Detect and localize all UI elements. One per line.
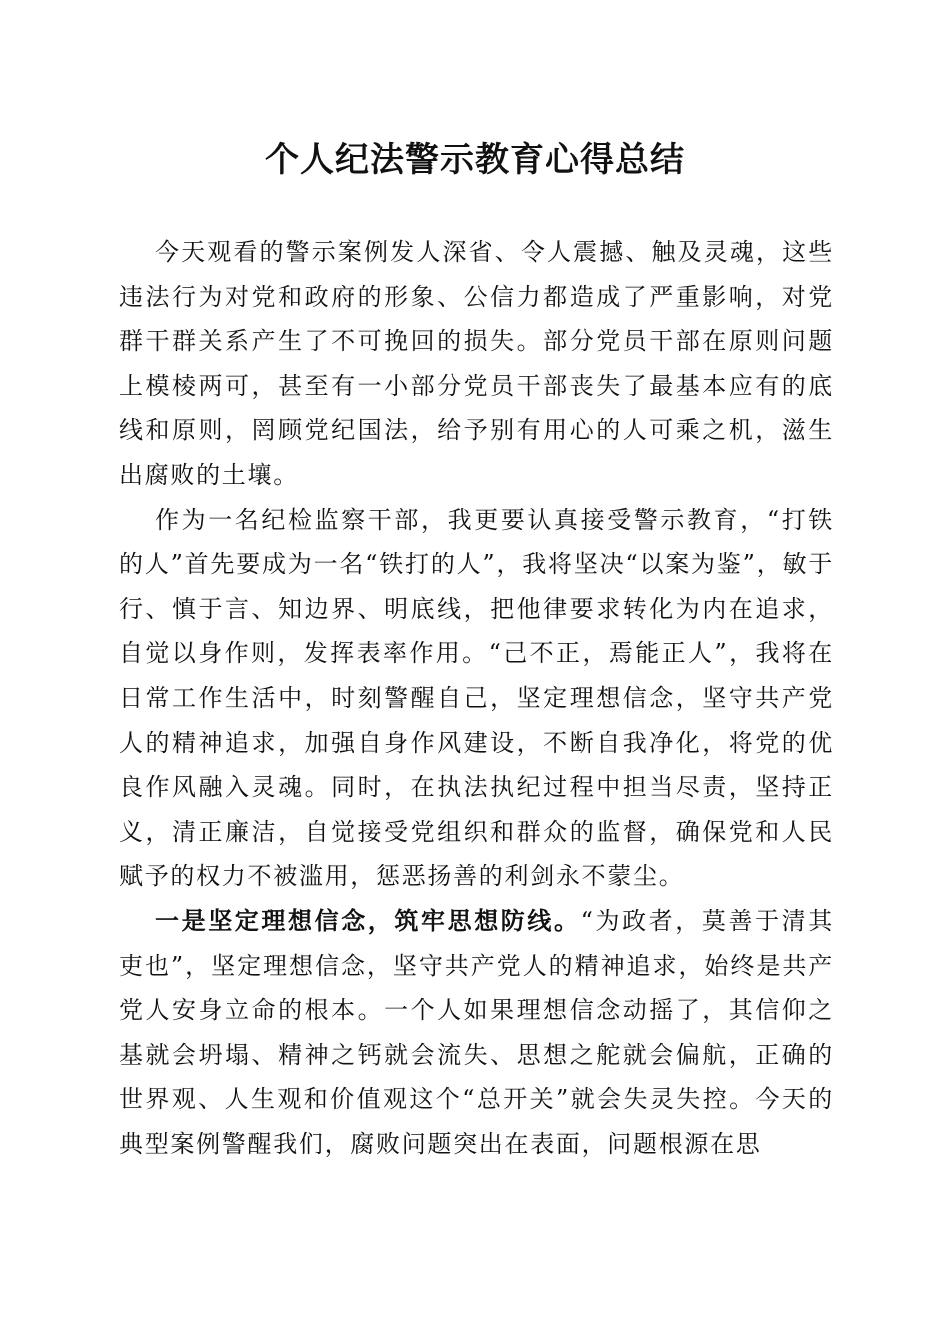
paragraph-1	[119, 230, 834, 498]
paragraph-3	[119, 899, 834, 1167]
paragraph-1-text: 今天观看的警示案例发人深省、令人震撼、触及灵魂，这些违法行为对党和政府的形象、公信力都造成了严重影响，对党群干群关系产生了不可挽回的损失。部分党员干部在原则问题上模棱两可，甚至有一小部分党员干部丧失了最基本应有的底线和原则，罔顾党纪国法，给予别有用心的人可乘之机，滋生出腐败的土壤。	[119, 238, 834, 489]
paragraph-2	[119, 498, 834, 899]
paragraph-2-text: 作为一名纪检监察干部，我更要认真接受警示教育，“打铁的人”首先要成为一名“铁打的人”，我将坚决“以案为鉴”，敏于行、慎于言、知边界、明底线，把他律要求转化为内在追求，自觉以身作则，发挥表率作用。“己不正，焉能正人”，我将在日常工作生活中，时刻警醒自己，坚定理想信念，坚守共产党人的精神追求，加强自身作风建设，不断自我净化，将党的优良作风融入灵魂。同时，在执法执纪过程中担当尽责，坚持正义，清正廉洁，自觉接受党组织和群众的监督，确保党和人民赋予的权力不被滥用，惩恶扬善的利剑永不蒙尘。	[119, 505, 834, 891]
paragraph-3-lead: 一是坚定理想信念，筑牢思想防线。	[155, 905, 581, 935]
paragraph-3-text: “为政者，莫善于清其吏也”，坚定理想信念，坚守共产党人的精神追求，始终是共产党人安身立命的根本。一个人如果理想信念动摇了，其信仰之基就会坍塌、精神之钙就会流失、思想之舵就会偏航，正确的世界观、人生观和价值观这个“总开关”就会失灵失控。今天的典型案例警醒我们，腐败问题突出在表面，问题根源在思	[119, 906, 834, 1158]
document-title: 个人纪法警示教育心得总结	[265, 140, 685, 180]
document-body	[119, 230, 834, 1166]
